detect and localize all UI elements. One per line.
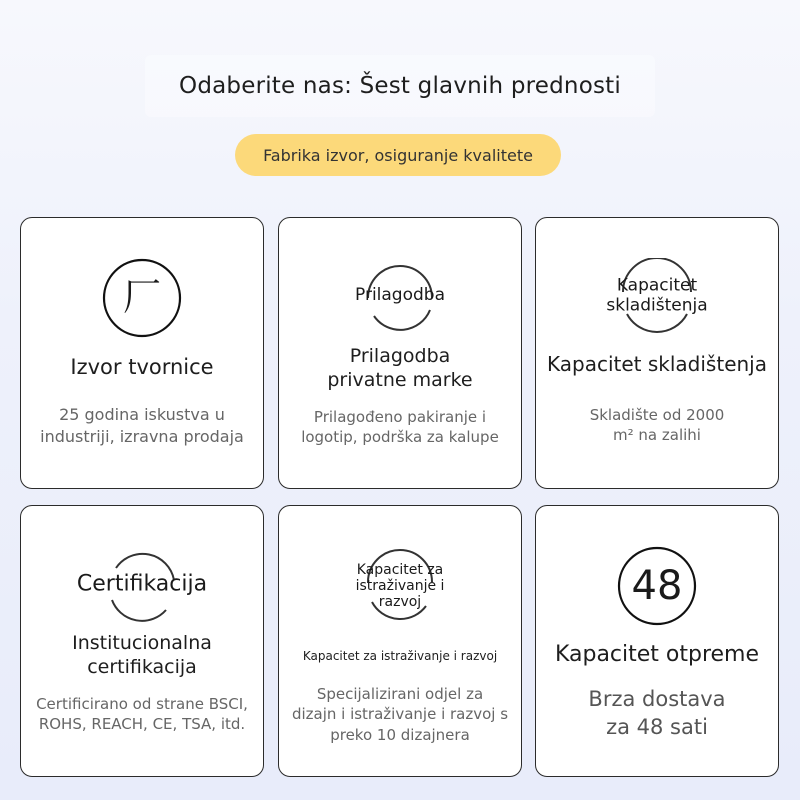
card-heading-line: Institucionalna <box>72 632 212 654</box>
card-heading-line: privatne marke <box>327 368 473 391</box>
card-heading <box>289 345 511 393</box>
badge-label-line: skladištenja <box>606 295 708 315</box>
certification-badge <box>76 546 208 626</box>
factory-badge <box>102 258 182 338</box>
card-description-line: m² na zalihi <box>613 426 701 445</box>
card-description-line: logotip, podrška za kalupe <box>301 428 499 447</box>
rnd-badge-label <box>356 562 445 610</box>
card-description-line: Certificirano od strane BSCI, <box>36 695 248 713</box>
page-title: Odaberite nas: Šest glavnih prednosti <box>179 73 621 99</box>
badge-label-line: istraživanje i <box>355 577 445 594</box>
card-description-line: ROHS, REACH, CE, TSA, itd. <box>38 715 246 734</box>
storage-badge <box>606 258 708 338</box>
shipping-badge <box>617 546 697 626</box>
card-subheading: Kapacitet za istraživanje i razvoj <box>302 649 498 663</box>
card-heading <box>31 354 253 380</box>
title-banner <box>145 55 655 117</box>
shipping-badge-number: 48 <box>631 563 683 609</box>
badge-label-line: Kapacitet <box>616 275 698 296</box>
card-description-line: preko 10 dizajnera <box>330 725 470 744</box>
card-heading-line: certifikacija <box>87 655 197 678</box>
advantage-card-storage <box>535 217 779 489</box>
card-description-line: Prilagođeno pakiranje i <box>313 408 487 426</box>
card-description <box>287 407 513 448</box>
card-heading-line: Izvor tvornice <box>70 355 214 379</box>
storage-badge-label <box>606 276 707 315</box>
rnd-badge <box>355 546 445 626</box>
advantage-card-customization <box>278 217 522 489</box>
card-description <box>544 685 770 742</box>
certification-badge-label: Certifikacija <box>76 571 208 597</box>
card-description-line: za 48 sati <box>606 715 708 740</box>
card-description-line: Specijalizirani odjel za <box>316 685 484 703</box>
card-heading-line: Prilagodba <box>349 345 451 367</box>
card-heading: Kapacitet otpreme <box>554 642 760 667</box>
card-description-line: Skladište od 2000 <box>589 406 725 424</box>
card-heading <box>538 352 776 377</box>
customization-badge-label: Prilagodba <box>355 285 445 306</box>
card-description <box>287 684 513 745</box>
card-description <box>29 404 255 447</box>
card-heading <box>31 632 253 680</box>
card-heading-line: Kapacitet skladištenja <box>547 352 767 376</box>
badge-label-line: Kapacitet za <box>356 561 444 578</box>
card-description <box>544 405 770 446</box>
tagline-pill: Fabrika izvor, osiguranje kvalitete <box>235 134 561 176</box>
customization-badge <box>355 258 445 338</box>
advantage-card-shipping <box>535 505 779 777</box>
advantage-card-rnd <box>278 505 522 777</box>
card-description-line: 25 godina iskustva u <box>59 405 225 424</box>
advantage-card-certification <box>20 505 264 777</box>
factory-glyph: 厂 <box>122 275 162 320</box>
card-description-line: dizajn i istraživanje i razvoj s <box>291 705 509 724</box>
badge-label-line: razvoj <box>378 594 422 611</box>
card-description <box>29 694 255 735</box>
card-description-line: industriji, izravna prodaja <box>40 426 244 446</box>
card-description-line: Brza dostava <box>588 687 726 711</box>
advantage-card-factory <box>20 217 264 489</box>
